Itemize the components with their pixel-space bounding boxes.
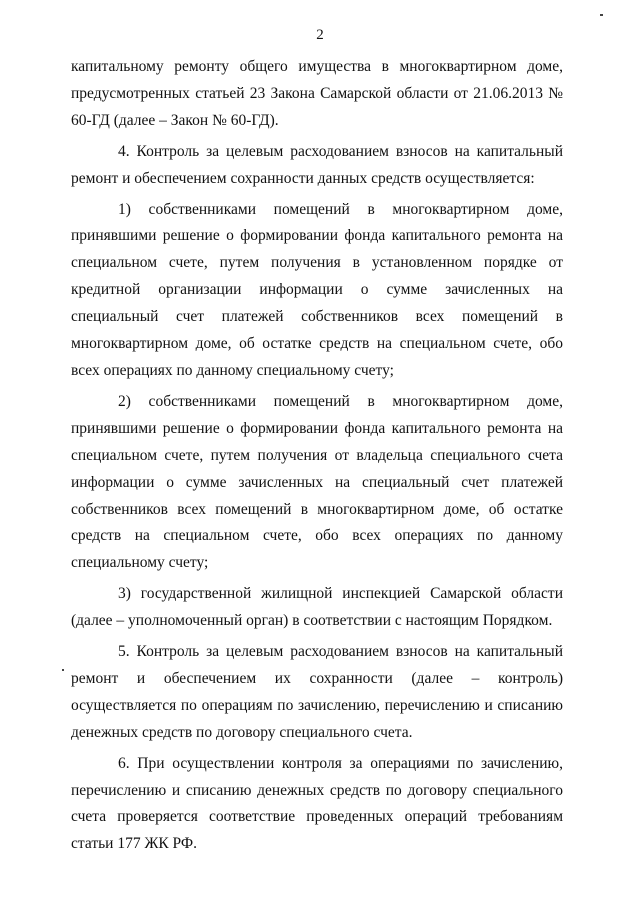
document-body: [71, 54, 563, 858]
scan-speck: [600, 14, 603, 16]
paragraph-6: 6. При осуществлении контроля за операциями по зачислению, перечислению и списанию денежных средств по договору специального счета проверяется соответствие проведенных операций требованиям статьи 177 ЖК РФ.: [71, 754, 563, 853]
paragraph-4: 4. Контроль за целевым расходованием взносов на капитальный ремонт и обеспечением сохранности данных средств осуществляется:: [71, 142, 563, 187]
paragraph-4-item-3: 3) государственной жилищной инспекцией Самарской области (далее – уполномоченный орган) в соответствии с настоящим Порядком.: [71, 585, 563, 630]
paragraph-4-item-2: 2) собственниками помещений в многоквартирном доме, принявшими решение о формировании фонда капитального ремонта на специальном счете, путем получения от владельца специального счета информации о сумме зачисленных на специальный счет платежей собственников всех помещений в многоквартирном доме, об остатке средств на специальном счете, обо всех операциях по данному специальному счету;: [71, 392, 563, 572]
scan-speck: [62, 669, 64, 671]
paragraph-5: 5. Контроль за целевым расходованием взносов на капитальный ремонт и обеспечением их сохранности (далее – контроль) осуществляется по операциям по зачислению, перечислению и списанию денежных средств по договору специального счета.: [71, 643, 563, 741]
page-number: 2: [316, 27, 324, 43]
paragraph-4-item-1: 1) собственниками помещений в многоквартирном доме, принявшими решение о формировании фонда капитального ремонта на специальном счете, путем получения в установленном порядке от кредитной организации информации о сумме зачисленных на специальный счет платежей собственников всех помещений в многоквартирном доме, об остатке средств на специальном счете, обо всех операциях по данному специальному счету;: [71, 200, 563, 379]
paragraph-continuation: капитальному ремонту общего имущества в многоквартирном доме, предусмотренных статьей 23 Закона Самарской области от 21.06.2013 № 60-ГД (далее – Закон № 60-ГД).: [71, 58, 563, 129]
